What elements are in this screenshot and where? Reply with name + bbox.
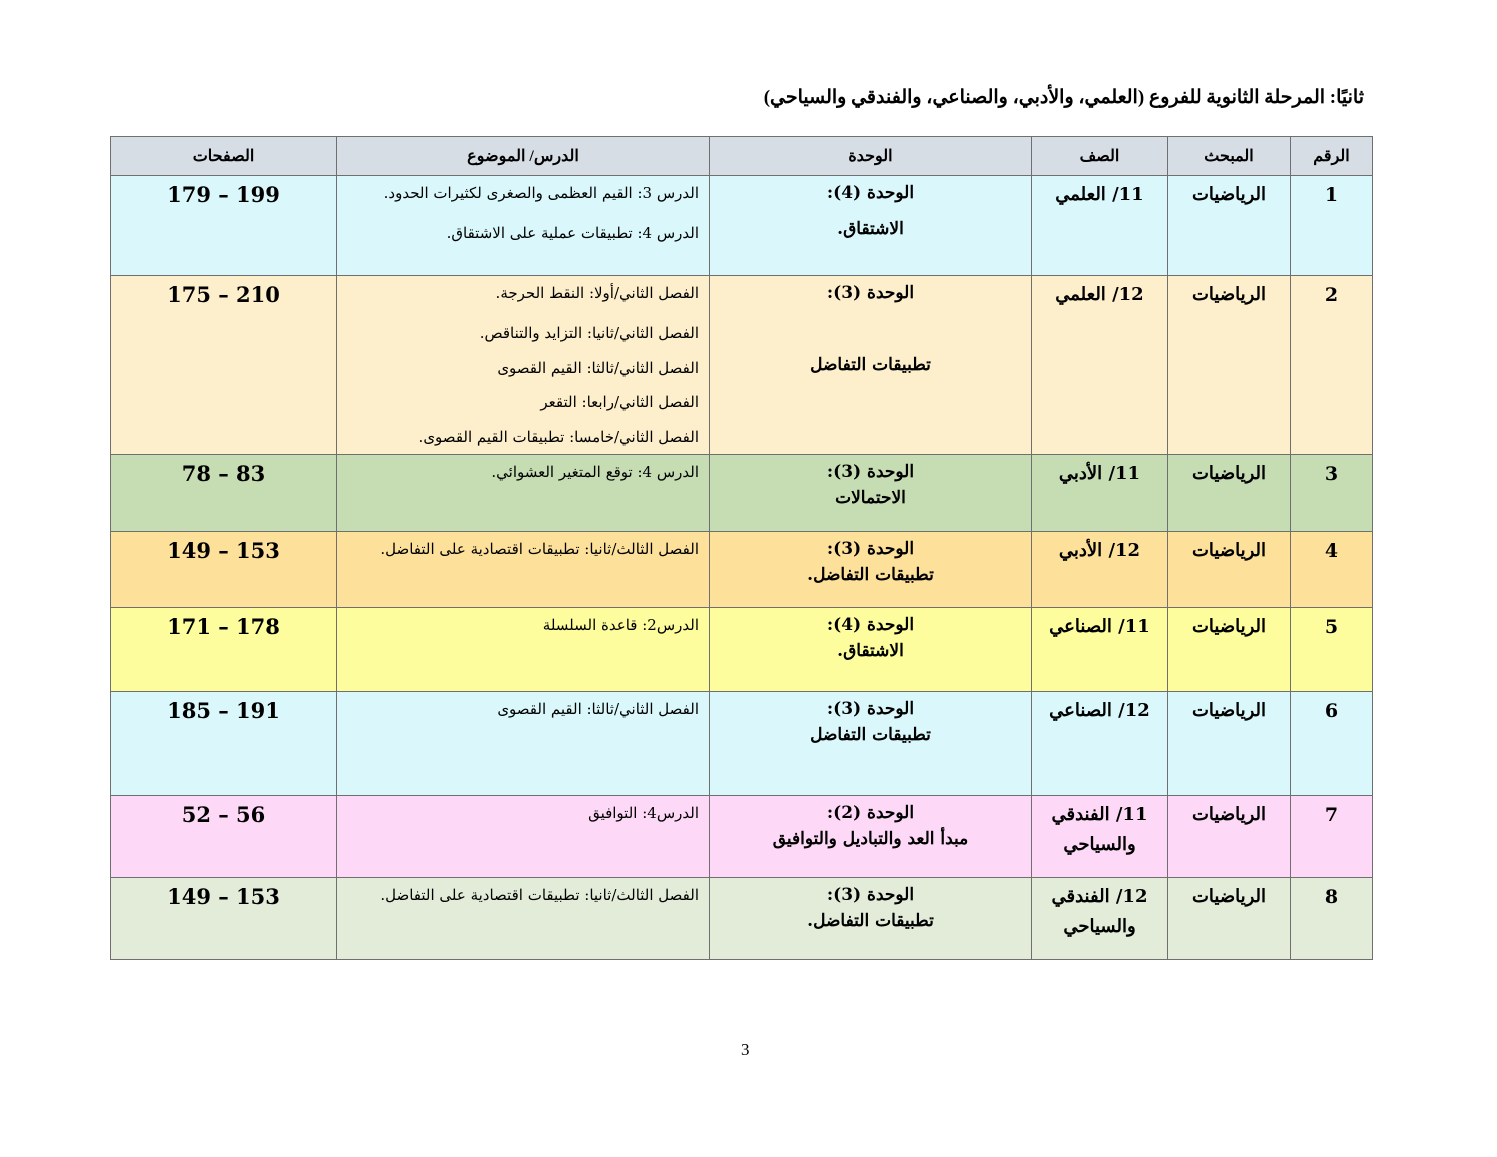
lesson-item: الفصل الثالث/ثانيا: تطبيقات اقتصادية على التفاضل. (380, 886, 699, 904)
section-heading: ثانيًا: المرحلة الثانوية للفروع (العلمي، والأدبي، والصناعي، والفندقي والسياحي) (763, 87, 1364, 108)
grade-line: والسياحي (1063, 916, 1136, 937)
unit-name: الاحتمالات (835, 488, 906, 508)
lesson-item: الدرس4: التوافيق (588, 804, 699, 822)
table-row (111, 532, 1373, 608)
header-pages: الصفحات (111, 137, 337, 176)
row-subject: الرياضيات (1168, 176, 1291, 276)
row-grade (1032, 692, 1168, 796)
table-row (111, 796, 1373, 878)
row-lessons (337, 455, 710, 532)
row-pages: 171 – 178 (111, 608, 337, 692)
row-number: 4 (1291, 532, 1373, 608)
grade-line: 11/ الفندقي (1051, 804, 1148, 825)
lesson-item: الدرس 4: تطبيقات عملية على الاشتقاق. (446, 224, 699, 242)
lesson-item: الدرس 4: توقع المتغير العشوائي. (491, 463, 699, 481)
row-subject: الرياضيات (1168, 608, 1291, 692)
table-row (111, 878, 1373, 960)
row-lessons (337, 692, 710, 796)
row-unit (710, 796, 1032, 878)
unit-name: الاشتقاق. (837, 219, 904, 239)
unit-title: الوحدة (4): (826, 183, 915, 203)
unit-title: الوحدة (3): (826, 699, 915, 719)
row-pages: 149 – 153 (111, 532, 337, 608)
row-unit (710, 692, 1032, 796)
header-grade: الصف (1032, 137, 1168, 176)
table-row (111, 176, 1373, 276)
row-grade (1032, 176, 1168, 276)
lesson-item: الفصل الثاني/رابعا: التقعر (540, 393, 699, 411)
grade-line: 12/ الفندقي (1051, 886, 1148, 907)
grade-line: 11/ الأدبي (1058, 463, 1141, 484)
lesson-item: الفصل الثاني/ثالثا: القيم القصوى (497, 358, 699, 377)
row-pages: 185 – 191 (111, 692, 337, 796)
unit-name: تطبيقات التفاضل (810, 725, 931, 745)
grade-line: 11/ العلمي (1055, 184, 1144, 205)
row-grade (1032, 608, 1168, 692)
row-grade (1032, 455, 1168, 532)
lesson-item: الفصل الثاني/ثانيا: التزايد والتناقص. (479, 324, 699, 342)
row-pages: 149 – 153 (111, 878, 337, 960)
row-lessons (337, 796, 710, 878)
unit-name: تطبيقات التفاضل (810, 355, 931, 375)
unit-title: الوحدة (2): (826, 803, 915, 823)
row-subject: الرياضيات (1168, 532, 1291, 608)
table-row (111, 692, 1373, 796)
row-number: 6 (1291, 692, 1373, 796)
unit-name: الاشتقاق. (837, 641, 904, 661)
row-number: 7 (1291, 796, 1373, 878)
table-row (111, 608, 1373, 692)
header-unit: الوحدة (710, 137, 1032, 176)
table-body (111, 176, 1373, 960)
unit-title: الوحدة (3): (826, 462, 915, 482)
row-number: 3 (1291, 455, 1373, 532)
row-unit (710, 276, 1032, 455)
row-grade (1032, 276, 1168, 455)
table-row (111, 455, 1373, 532)
row-unit (710, 455, 1032, 532)
row-pages: 175 – 210 (111, 276, 337, 455)
row-pages: 52 – 56 (111, 796, 337, 878)
unit-title: الوحدة (3): (826, 539, 915, 559)
row-unit (710, 878, 1032, 960)
header-number: الرقم (1291, 137, 1373, 176)
row-subject: الرياضيات (1168, 796, 1291, 878)
row-subject: الرياضيات (1168, 276, 1291, 455)
row-lessons (337, 608, 710, 692)
table-row (111, 276, 1373, 455)
row-number: 8 (1291, 878, 1373, 960)
row-subject: الرياضيات (1168, 878, 1291, 960)
row-pages: 78 – 83 (111, 455, 337, 532)
unit-name: تطبيقات التفاضل. (807, 565, 934, 585)
lesson-item: الدرس 3: القيم العظمى والصغرى لكثيرات الحدود. (383, 184, 699, 202)
unit-title: الوحدة (3): (826, 283, 915, 303)
lesson-item: الفصل الثالث/ثانيا: تطبيقات اقتصادية على التفاضل. (380, 540, 699, 558)
curriculum-table (110, 136, 1373, 960)
row-unit (710, 608, 1032, 692)
row-lessons (337, 276, 710, 455)
row-subject: الرياضيات (1168, 455, 1291, 532)
header-lesson: الدرس/ الموضوع (337, 137, 710, 176)
unit-title: الوحدة (3): (826, 885, 915, 905)
row-pages: 179 – 199 (111, 176, 337, 276)
row-grade (1032, 532, 1168, 608)
row-unit (710, 532, 1032, 608)
grade-line: والسياحي (1063, 834, 1136, 855)
lesson-item: الفصل الثاني/خامسا: تطبيقات القيم القصوى. (418, 427, 699, 446)
row-lessons (337, 532, 710, 608)
row-number: 1 (1291, 176, 1373, 276)
table-header-row (111, 137, 1373, 176)
grade-line: 11/ الصناعي (1049, 616, 1150, 637)
row-lessons (337, 878, 710, 960)
unit-name: مبدأ العد والتباديل والتوافيق (772, 829, 969, 849)
row-grade (1032, 878, 1168, 960)
unit-title: الوحدة (4): (826, 615, 915, 635)
row-lessons (337, 176, 710, 276)
grade-line: 12/ العلمي (1055, 284, 1144, 305)
grade-line: 12/ الأدبي (1058, 540, 1141, 561)
row-unit (710, 176, 1032, 276)
row-number: 2 (1291, 276, 1373, 455)
page-number: 3 (741, 1040, 750, 1059)
header-subject: المبحث (1168, 137, 1291, 176)
lesson-item: الفصل الثاني/أولا: النقط الحرجة. (495, 284, 699, 302)
grade-line: 12/ الصناعي (1049, 700, 1150, 721)
unit-name: تطبيقات التفاضل. (807, 911, 934, 931)
row-number: 5 (1291, 608, 1373, 692)
row-subject: الرياضيات (1168, 692, 1291, 796)
row-grade (1032, 796, 1168, 878)
lesson-item: الفصل الثاني/ثالثا: القيم القصوى (497, 700, 699, 718)
lesson-item: الدرس2: قاعدة السلسلة (542, 616, 699, 634)
